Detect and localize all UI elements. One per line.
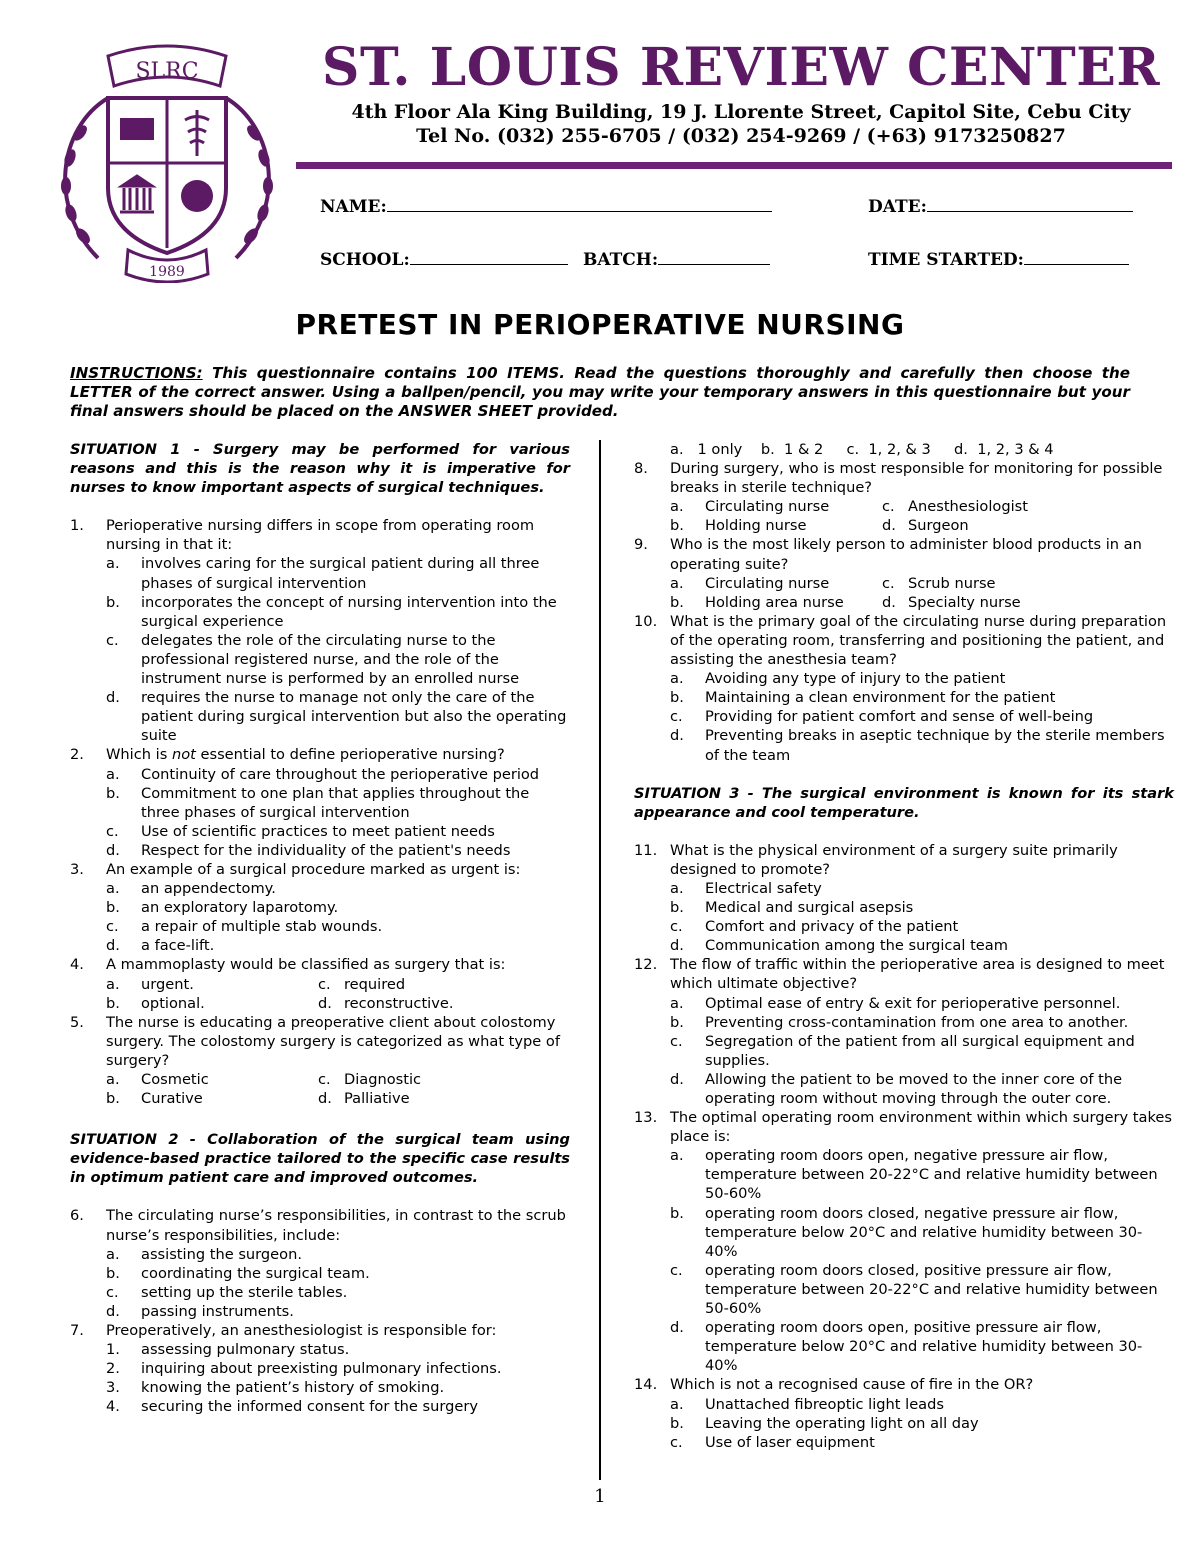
option[interactable]: b. Preventing cross-contamination from one area to another.	[670, 1013, 1129, 1031]
option-row	[634, 593, 1174, 612]
option[interactable]: a. Circulating nurse	[670, 498, 830, 516]
option[interactable]: d. a face-lift.	[106, 937, 215, 955]
option-row	[70, 1089, 570, 1108]
option[interactable]: d. operating room doors open, positive pressure air flow, temperature below 20°C and relative humidity between 30-40%	[670, 1319, 1143, 1375]
question-12: 12. The flow of traffic within the perioperative area is designed to meet which ultimate objective?	[634, 956, 1165, 993]
option[interactable]: c. setting up the sterile tables.	[106, 1283, 348, 1301]
option[interactable]: c. a repair of multiple stab wounds.	[106, 918, 383, 936]
situation-1: SITUATION 1 - Surgery may be performed for various reasons and this is the reason why it is imperative for nurses to know important aspects of surgical techniques.	[70, 441, 570, 497]
question-8: 8. During surgery, who is most responsible for monitoring for possible breaks in sterile technique?	[634, 460, 1163, 497]
slrc-logo	[38, 38, 296, 283]
q7-choices[interactable]: a. 1 only b. 1 & 2 c. 1, 2, & 3 d. 1, 2, 3 & 4	[670, 441, 1054, 458]
option[interactable]: a. Continuity of care throughout the perioperative period	[106, 765, 540, 783]
org-address	[306, 100, 1176, 148]
option[interactable]: b. operating room doors closed, negative pressure air flow, temperature below 20°C and relative humidity between 30-40%	[670, 1204, 1143, 1260]
option[interactable]: d. Allowing the patient to be moved to the inner core of the operating room without moving through the outer core.	[670, 1070, 1123, 1107]
option[interactable]: d. reconstructive.	[318, 994, 454, 1012]
option[interactable]: a. urgent.	[106, 975, 194, 993]
option[interactable]: c. Providing for patient comfort and sense of well-being	[670, 708, 1094, 726]
instructions	[70, 364, 1130, 421]
option[interactable]: a. Avoiding any type of injury to the patient	[670, 670, 1006, 688]
logo-year: 1989	[149, 264, 185, 280]
book-icon	[120, 118, 154, 140]
option[interactable]: a. operating room doors open, negative pressure air flow, temperature between 20-22°C and relative humidity between 50-60%	[670, 1147, 1158, 1203]
option[interactable]: d. Palliative	[318, 1090, 410, 1108]
option[interactable]: a. Circulating nurse	[670, 574, 830, 592]
option-row	[634, 516, 1174, 535]
batch-label: BATCH:	[583, 250, 659, 270]
option[interactable]: c. Diagnostic	[318, 1071, 422, 1088]
option[interactable]: b. an exploratory laparotomy.	[106, 899, 339, 917]
option[interactable]: a. Optimal ease of entry & exit for perioperative personnel.	[670, 994, 1121, 1012]
header-rule	[296, 162, 1172, 169]
option[interactable]: b. Holding area nurse	[670, 593, 844, 611]
option[interactable]: d. passing instruments.	[106, 1302, 294, 1320]
question-7: 7. Preoperatively, an anesthesiologist is responsible for:	[70, 1322, 497, 1340]
question-9: 9. Who is the most likely person to administer blood products in an operating suite?	[634, 536, 1142, 573]
logo-text: SLRC	[135, 59, 199, 84]
option[interactable]: b. Medical and surgical asepsis	[670, 899, 914, 917]
option[interactable]: d. Communication among the surgical team	[670, 937, 1008, 955]
option[interactable]: d. Specialty nurse	[882, 593, 1021, 611]
question-4: 4. A mammoplasty would be classified as surgery that is:	[70, 956, 506, 974]
school-label: SCHOOL:	[320, 250, 410, 270]
address-line: 4th Floor Ala King Building, 19 J. Llorente Street, Capitol Site, Cebu City	[351, 101, 1131, 123]
question-10: 10. What is the primary goal of the circulating nurse during preparation of the operating room, transferring and positioning the patient, and assisting the anesthesia team?	[634, 612, 1167, 669]
right-column	[634, 440, 1174, 1452]
option[interactable]: b. Commitment to one plan that applies throughout the three phases of surgical intervention	[106, 784, 530, 821]
date-field[interactable]	[868, 197, 1133, 217]
option[interactable]: c. required	[318, 975, 406, 993]
question-2: 2. Which is not essential to define perioperative nursing?	[70, 746, 505, 764]
option[interactable]: a. Unattached fibreoptic light leads	[670, 1395, 944, 1413]
page-number: 1	[594, 1486, 606, 1507]
option-row	[634, 497, 1174, 516]
question-5: 5. The nurse is educating a preoperative client about colostomy surgery. The colostomy surgery is categorized as what type of surgery?	[70, 1013, 560, 1069]
instructions-label: INSTRUCTIONS:	[70, 364, 203, 382]
page-title: PRETEST IN PERIOPERATIVE NURSING	[295, 308, 905, 341]
option[interactable]: c. Scrub nurse	[882, 574, 996, 592]
option-row	[70, 1070, 570, 1089]
numbered-item: 3. knowing the patient’s history of smoking.	[106, 1379, 445, 1397]
option[interactable]: b. Holding nurse	[670, 517, 807, 535]
numbered-item: 4. securing the informed consent for the surgery	[106, 1398, 479, 1416]
phone-line: Tel No. (032) 255-6705 / (032) 254-9269 / (+63) 9173250827	[416, 125, 1066, 147]
option[interactable]: d. Preventing breaks in aseptic technique by the sterile members of the team	[670, 727, 1165, 764]
option[interactable]: b. Curative	[106, 1090, 203, 1108]
question-11: 11. What is the physical environment of a surgery suite primarily designed to promote?	[634, 841, 1118, 878]
numbered-item: 2. inquiring about preexisting pulmonary infections.	[106, 1360, 502, 1378]
option[interactable]: d. requires the nurse to manage not only the care of the patient during surgical intervention but also the operating suite	[106, 689, 567, 745]
option-row	[634, 574, 1174, 593]
option[interactable]: c. Use of laser equipment	[670, 1433, 875, 1451]
option-row	[70, 994, 570, 1013]
option[interactable]: c. operating room doors closed, positive pressure air flow, temperature between 20-22°C and relative humidity between 50-60%	[670, 1261, 1158, 1318]
option[interactable]: b. Maintaining a clean environment for the patient	[670, 689, 1056, 707]
batch-field[interactable]	[583, 250, 770, 270]
question-6: 6. The circulating nurse’s responsibilities, in contrast to the scrub nurse’s responsibilities, include:	[70, 1207, 566, 1244]
time-started-label: TIME STARTED:	[868, 250, 1024, 270]
option[interactable]: d. Surgeon	[882, 517, 969, 535]
option[interactable]: a. Cosmetic	[106, 1071, 209, 1088]
date-label: DATE:	[868, 197, 927, 217]
name-field[interactable]	[320, 197, 772, 217]
instructions-text: This questionnaire contains 100 ITEMS. Read the questions thoroughly and carefully then choose the LETTER of the correct answer. Using a ballpen/pencil, you may write your temporary answers in this questionnaire but your final answers should be placed on the ANSWER SHEET provided.	[70, 364, 1130, 420]
org-name: ST. LOUIS REVIEW CENTER	[321, 37, 1161, 98]
option[interactable]: b. optional.	[106, 994, 205, 1012]
numbered-item: 1. assessing pulmonary status.	[106, 1341, 350, 1359]
question-14: 14. Which is not a recognised cause of fire in the OR?	[634, 1376, 1034, 1394]
option[interactable]: c. delegates the role of the circulating nurse to the professional registered nurse, and the role of the instrument nurse is performed by an enrolled nurse	[106, 631, 520, 688]
option[interactable]: a. assisting the surgeon.	[106, 1245, 302, 1263]
situation-3: SITUATION 3 - The surgical environment is known for its stark appearance and cool temperature.	[634, 784, 1174, 821]
situation-2: SITUATION 2 - Collaboration of the surgical team using evidence-based practice tailored to the specific case results in optimum patient care and improved outcomes.	[70, 1131, 570, 1187]
column-divider	[599, 440, 601, 1480]
option[interactable]: c. Anesthesiologist	[882, 498, 1028, 516]
question-1: 1. Perioperative nursing differs in scope from operating room nursing in that it:	[70, 517, 535, 554]
option[interactable]: c. Comfort and privacy of the patient	[670, 918, 959, 936]
question-13: 13. The optimal operating room environment within which surgery takes place is:	[634, 1109, 1172, 1146]
left-column	[70, 440, 570, 1417]
globe-icon	[181, 180, 213, 212]
time-started-field[interactable]	[868, 250, 1129, 270]
option[interactable]: a. involves caring for the surgical patient during all three phases of surgical intervention	[106, 555, 540, 592]
option[interactable]: a. an appendectomy.	[106, 880, 276, 898]
option[interactable]: b. incorporates the concept of nursing intervention into the surgical experience	[106, 593, 557, 630]
option[interactable]: c. Segregation of the patient from all surgical equipment and supplies.	[670, 1032, 1135, 1069]
option[interactable]: c. Use of scientific practices to meet patient needs	[106, 822, 495, 840]
option[interactable]: b. coordinating the surgical team.	[106, 1264, 370, 1282]
option[interactable]: b. Leaving the operating light on all day	[670, 1414, 979, 1432]
question-3: 3. An example of a surgical procedure marked as urgent is:	[70, 860, 521, 878]
option[interactable]: a. Electrical safety	[670, 879, 822, 897]
name-label: NAME:	[320, 197, 387, 217]
option-row	[70, 975, 570, 994]
school-field[interactable]	[320, 250, 568, 270]
option[interactable]: d. Respect for the individuality of the patient's needs	[106, 841, 511, 859]
